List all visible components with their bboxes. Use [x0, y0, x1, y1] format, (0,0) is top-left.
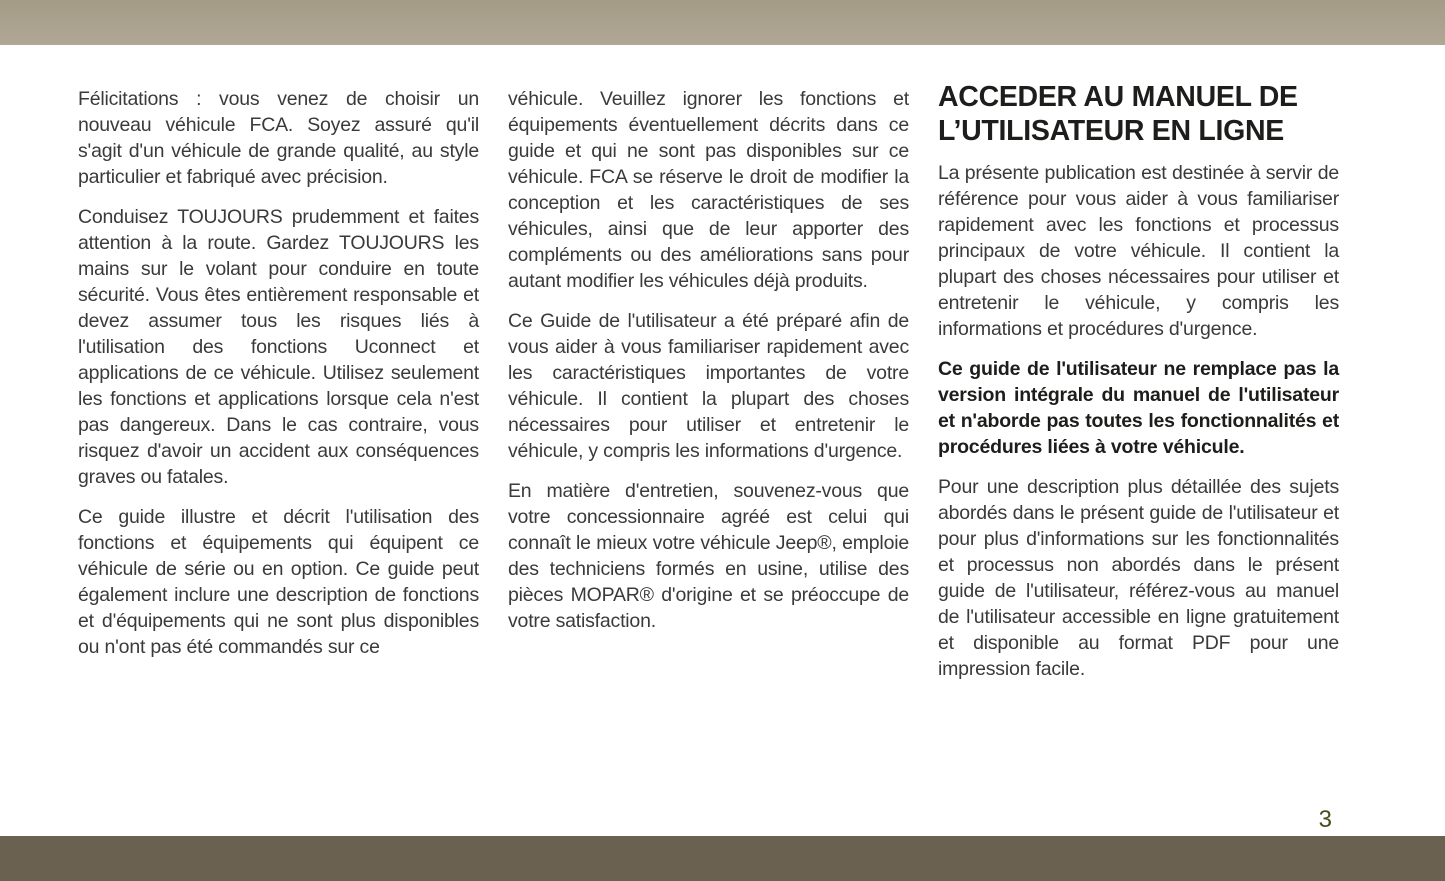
paragraph-vehicule-veuillez-ignorer: véhicule. Veuillez ignorer les fonctions et équipements éventuellement décrits dans ce guide et qui ne sont pas disponibles sur ce véhicule. FCA se réserve le droit de modifier la conception et les caractéristiques de ses véhicules, ainsi que de leur apporter des compléments ou des améliorations sans pour autant modifier les véhicules déjà produits.	[508, 88, 909, 292]
paragraph-description-detaillee: Pour une description plus détaillée des sujets abordés dans le présent guide de l'utilisateur et pour plus d'informations sur les fonctionnalités et processus non abordés dans le présent guide de l'utilisateur, référez-vous au manuel de l'utilisateur accessible en ligne gratuitement et disponible au format PDF pour une impression facile.	[938, 476, 1339, 680]
page-content	[78, 81, 1339, 696]
footer-bar	[0, 836, 1445, 881]
paragraph-guide-utilisateur-prepare: Ce Guide de l'utilisateur a été préparé afin de vous aider à vous familiariser rapidement avec les caractéristiques importantes de votre véhicule. Il contient la plupart des choses nécessaires pour utiliser et entretenir le véhicule, y compris les informations d'urgence.	[508, 310, 909, 462]
paragraph-presente-publication: La présente publication est destinée à servir de référence pour vous aider à vous familiariser rapidement avec les fonctions et processus principaux de votre véhicule. Il contient la plupart des choses nécessaires pour utiliser et entretenir le véhicule, y compris les informations et procédures d'urgence.	[938, 162, 1339, 340]
paragraph-en-matiere-entretien: En matière d'entretien, souvenez-vous que votre concessionnaire agréé est celui qui connaît le mieux votre véhicule Jeep®, emploie des techniciens formés en usine, utilise des pièces MOPAR® d'origine et se préoccupe de votre satisfaction.	[508, 480, 909, 632]
paragraph-ne-remplace-pas: Ce guide de l'utilisateur ne remplace pas la version intégrale du manuel de l'utilisateur et n'aborde pas toutes les fonctionnalités et procédures liées à votre véhicule.	[938, 358, 1339, 458]
section-heading-acceder-manuel: ACCEDER AU MANUEL DE L’UTILISATEUR EN LIGNE	[938, 81, 1298, 147]
text-column-2	[508, 86, 909, 696]
page-number: 3	[1318, 806, 1332, 833]
text-column-1	[78, 86, 479, 696]
header-bar	[0, 0, 1445, 45]
paragraph-felicitations: Félicitations : vous venez de choisir un nouveau véhicule FCA. Soyez assuré qu'il s'agit d'un véhicule de grande qualité, au style particulier et fabriqué avec précision.	[78, 88, 479, 188]
text-column-3	[938, 81, 1339, 696]
paragraph-ce-guide-illustre: Ce guide illustre et décrit l'utilisation des fonctions et équipements qui équipent ce véhicule de série ou en option. Ce guide peut également inclure une description de fonctions et d'équipements qui ne sont plus disponibles ou n'ont pas été commandés sur ce	[78, 506, 479, 658]
paragraph-conduisez-toujours: Conduisez TOUJOURS prudemment et faites attention à la route. Gardez TOUJOURS les mains sur le volant pour conduire en toute sécurité. Vous êtes entièrement responsable et devez assumer tous les risques liés à l'utilisation des fonctions Uconnect et applications de ce véhicule. Utilisez seulement les fonctions et applications lorsque cela n'est pas dangereux. Dans le cas contraire, vous risquez d'avoir un accident aux conséquences graves ou fatales.	[78, 206, 479, 488]
